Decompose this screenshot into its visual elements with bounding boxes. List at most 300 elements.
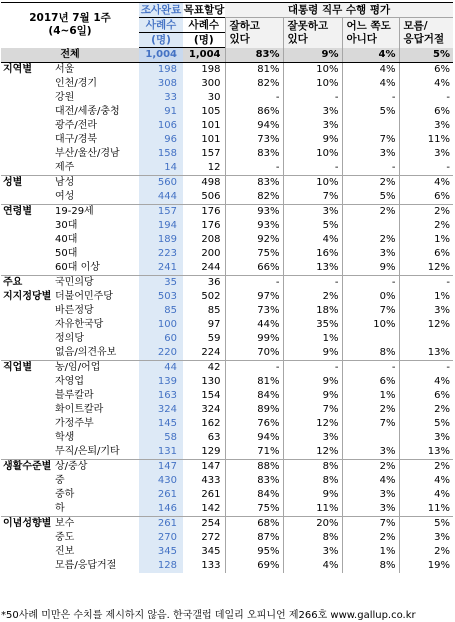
row-label: 상/중상: [53, 460, 139, 475]
row-label: 부산/울산/경남: [55, 148, 120, 159]
neutral-pct: 4%: [342, 474, 399, 488]
sample-count: 189: [139, 233, 183, 247]
title-line2: (4~6일): [48, 25, 92, 38]
good-pct: 66%: [225, 261, 283, 276]
sample-count: 560: [139, 176, 183, 191]
table-row: [1, 276, 453, 291]
target-count: 272: [201, 532, 221, 543]
table-row: [1, 219, 453, 233]
table-row: [1, 190, 453, 205]
sample-count: 158: [139, 147, 183, 161]
table-row: [1, 77, 453, 91]
sample-count: 85: [139, 304, 183, 318]
dk-pct: 4%: [399, 474, 453, 488]
row-label: 보수: [53, 517, 139, 532]
dk-pct: 6%: [399, 190, 453, 205]
table-row: [1, 346, 453, 361]
target-count: 498: [183, 176, 225, 191]
dk-pct: 4%: [399, 488, 453, 502]
table-row: [1, 318, 453, 332]
target-header-mid: 사례수: [183, 18, 225, 33]
row-label: 인천/경기: [55, 78, 98, 89]
dk-pct: 1%: [399, 290, 453, 304]
dk-pct: 1%: [399, 233, 453, 247]
bad-pct: 10%: [283, 176, 342, 191]
row-label: 대구/경북: [55, 134, 98, 145]
total-sample: 1,004: [139, 48, 183, 63]
total-bad: 9%: [283, 48, 342, 63]
table-row: [1, 261, 453, 276]
bad-pct: 16%: [283, 247, 342, 261]
table-row: [1, 176, 453, 191]
neutral-pct: 5%: [342, 105, 399, 119]
neutral-pct: 2%: [342, 176, 399, 191]
neutral-pct: 1%: [342, 545, 399, 559]
good-pct: -: [225, 361, 283, 376]
dk-pct: 3%: [399, 119, 453, 133]
row-label: 자영업: [55, 376, 84, 387]
col-neutral-header: 어느 쪽도 아니다: [342, 18, 399, 48]
neutral-pct: -: [342, 161, 399, 176]
sample-count: 58: [139, 431, 183, 445]
sample-header-top: 조사완료: [140, 3, 182, 16]
sample-count: 220: [139, 346, 183, 361]
dk-pct: 11%: [399, 502, 453, 517]
row-label: 바른정당: [55, 305, 94, 316]
neutral-pct: [342, 119, 399, 133]
sample-count: 308: [139, 77, 183, 91]
bad-pct: 5%: [283, 219, 342, 233]
neutral-pct: 6%: [342, 375, 399, 389]
table-row: [1, 559, 453, 573]
dk-pct: 2%: [399, 219, 453, 233]
dk-pct: 13%: [399, 346, 453, 361]
sample-count: 145: [139, 417, 183, 431]
dk-pct: 2%: [399, 403, 453, 417]
table-row: [1, 63, 453, 78]
bad-pct: -: [283, 276, 342, 291]
good-pct: 83%: [225, 176, 283, 191]
neutral-pct: 1%: [342, 389, 399, 403]
good-pct: 94%: [225, 119, 283, 133]
row-label: 진보: [55, 546, 75, 557]
good-pct: 82%: [225, 190, 283, 205]
row-label: 중도: [55, 532, 75, 543]
bad-pct: 1%: [283, 332, 342, 346]
row-label: 서울: [55, 64, 75, 75]
total-target: 1,004: [183, 48, 225, 63]
table-row: [1, 332, 453, 346]
target-count: 200: [201, 248, 221, 259]
sample-count: 444: [139, 190, 183, 205]
neutral-pct: 8%: [342, 559, 399, 573]
row-label: 중하: [55, 489, 75, 500]
sample-count: 194: [139, 219, 183, 233]
row-label: 19-29세: [53, 205, 139, 220]
sample-header-mid: 사례수: [139, 18, 183, 33]
sample-count: 35: [139, 276, 183, 291]
target-count: 157: [201, 148, 221, 159]
sample-count: 270: [139, 531, 183, 545]
dk-pct: 3%: [399, 304, 453, 318]
table-row: [1, 417, 453, 431]
col-good-header: 잘하고 있다: [225, 18, 283, 48]
bad-pct: 2%: [283, 290, 342, 304]
dk-pct: 11%: [399, 133, 453, 147]
row-label: 40대: [55, 234, 78, 245]
neutral-pct: 4%: [342, 77, 399, 91]
table-row: [1, 304, 453, 318]
dk-pct: [399, 332, 453, 346]
sample-count: 131: [139, 445, 183, 460]
sample-count: 223: [139, 247, 183, 261]
bad-pct: 4%: [283, 559, 342, 573]
table-row: [1, 545, 453, 559]
row-label: 50대: [55, 248, 78, 259]
table-row: [1, 488, 453, 502]
bad-pct: 8%: [283, 531, 342, 545]
table-body: [1, 48, 453, 574]
dk-pct: 6%: [399, 389, 453, 403]
table-row: [1, 431, 453, 445]
sample-count: 106: [139, 119, 183, 133]
bad-pct: 10%: [283, 77, 342, 91]
bad-pct: 12%: [283, 445, 342, 460]
target-count: 85: [207, 305, 221, 316]
sample-count: 33: [139, 91, 183, 105]
target-count: 12: [207, 162, 221, 173]
row-label: 여성: [55, 191, 75, 202]
table-row: [1, 375, 453, 389]
sample-count: 96: [139, 133, 183, 147]
group-label: 이념성향별: [1, 517, 53, 574]
sample-count: 503: [139, 290, 183, 304]
dk-pct: 6%: [399, 247, 453, 261]
dk-pct: 13%: [399, 445, 453, 460]
row-label: 자유한국당: [55, 319, 104, 330]
row-label: 없음/의견유보: [55, 347, 117, 358]
neutral-pct: 7%: [342, 133, 399, 147]
table-row: [1, 91, 453, 105]
dk-pct: 6%: [399, 63, 453, 78]
good-pct: 70%: [225, 346, 283, 361]
dk-pct: 2%: [399, 460, 453, 475]
neutral-pct: 2%: [342, 205, 399, 220]
target-count: 300: [201, 78, 221, 89]
good-pct: 81%: [225, 375, 283, 389]
table-row: [1, 445, 453, 460]
dk-pct: 5%: [399, 517, 453, 532]
title-line1: 2017년 7월 1주: [29, 12, 111, 25]
bad-pct: 10%: [283, 63, 342, 78]
good-pct: 69%: [225, 559, 283, 573]
neutral-pct: [342, 431, 399, 445]
table-row: [1, 531, 453, 545]
sample-header-bot: (명): [139, 33, 183, 48]
sample-count: 91: [139, 105, 183, 119]
bad-pct: 8%: [283, 460, 342, 475]
group-label: 생활수준별: [1, 460, 53, 517]
target-count: 130: [201, 376, 221, 387]
target-count: 142: [201, 503, 221, 514]
dk-pct: 12%: [399, 318, 453, 332]
total-neutral: 4%: [342, 48, 399, 63]
bad-pct: 8%: [283, 474, 342, 488]
target-count: 176: [183, 205, 225, 220]
target-count: 30: [207, 92, 221, 103]
row-label: 60대 이상: [55, 262, 100, 273]
table-title: [1, 3, 139, 48]
table-row: [1, 290, 453, 304]
target-count: 101: [201, 120, 221, 131]
survey-table: [1, 2, 453, 573]
neutral-pct: [342, 219, 399, 233]
sample-count: 430: [139, 474, 183, 488]
dk-pct: 3%: [399, 531, 453, 545]
neutral-pct: 4%: [342, 63, 399, 78]
good-pct: 99%: [225, 332, 283, 346]
table-row: [1, 389, 453, 403]
neutral-pct: -: [342, 361, 399, 376]
neutral-pct: 0%: [342, 290, 399, 304]
good-pct: 68%: [225, 517, 283, 532]
bad-pct: 3%: [283, 205, 342, 220]
good-pct: 81%: [225, 63, 283, 78]
row-label: 모름/응답거절: [55, 560, 117, 571]
group-label: 연령별: [1, 205, 53, 276]
good-pct: 84%: [225, 389, 283, 403]
bad-pct: 7%: [283, 190, 342, 205]
good-pct: 97%: [225, 290, 283, 304]
neutral-pct: -: [342, 276, 399, 291]
neutral-pct: 7%: [342, 304, 399, 318]
good-pct: 73%: [225, 304, 283, 318]
bad-pct: 9%: [283, 389, 342, 403]
neutral-pct: [342, 332, 399, 346]
target-header-top: 목표할당: [183, 3, 225, 16]
table-row: [1, 460, 453, 475]
target-count: 502: [201, 291, 221, 302]
good-pct: -: [225, 91, 283, 105]
row-label: 정의당: [55, 333, 84, 344]
bad-pct: 20%: [283, 517, 342, 532]
row-label: 대전/세종/충청: [55, 106, 120, 117]
good-pct: -: [225, 161, 283, 176]
good-pct: 95%: [225, 545, 283, 559]
target-count: 324: [201, 404, 221, 415]
group-label: 성별: [1, 176, 53, 205]
neutral-pct: 9%: [342, 261, 399, 276]
sample-count: 163: [139, 389, 183, 403]
target-count: 176: [201, 220, 221, 231]
dk-pct: 6%: [399, 105, 453, 119]
bad-pct: -: [283, 361, 342, 376]
dk-pct: 2%: [399, 205, 453, 220]
neutral-pct: 7%: [342, 417, 399, 431]
bad-pct: 3%: [283, 545, 342, 559]
bad-pct: 9%: [283, 133, 342, 147]
target-count: 208: [201, 234, 221, 245]
good-pct: 87%: [225, 531, 283, 545]
row-label: 제주: [55, 162, 75, 173]
sample-count: 261: [139, 517, 183, 532]
bad-pct: 13%: [283, 261, 342, 276]
row-label: 무직/은퇴/기타: [55, 446, 120, 457]
bad-pct: 9%: [283, 375, 342, 389]
good-pct: 73%: [225, 133, 283, 147]
target-count: 433: [201, 475, 221, 486]
footnote: *50사례 미만은 수치를 제시하지 않음. 한국갤럽 데일리 오피니언 제266호 www.gallup.co.kr: [1, 610, 416, 621]
row-label: 더불어민주당: [55, 291, 113, 302]
dk-pct: 3%: [399, 147, 453, 161]
target-count: 105: [201, 106, 221, 117]
bad-pct: 7%: [283, 403, 342, 417]
dk-pct: 12%: [399, 261, 453, 276]
target-count: 244: [201, 262, 221, 273]
neutral-pct: 8%: [342, 346, 399, 361]
bad-pct: 18%: [283, 304, 342, 318]
row-label: 강원: [55, 92, 75, 103]
total-row: [1, 48, 453, 63]
row-label: 광주/전라: [55, 120, 98, 131]
sample-count: 324: [139, 403, 183, 417]
good-pct: 93%: [225, 205, 283, 220]
bad-pct: 3%: [283, 105, 342, 119]
dk-pct: 4%: [399, 77, 453, 91]
sample-count: 261: [139, 488, 183, 502]
neutral-pct: 7%: [342, 517, 399, 532]
target-count: 42: [183, 361, 225, 376]
target-count: 162: [201, 418, 221, 429]
sample-count: 146: [139, 502, 183, 517]
bad-pct: -: [283, 161, 342, 176]
target-count: 154: [201, 390, 221, 401]
neutral-pct: 3%: [342, 445, 399, 460]
sample-count: 345: [139, 545, 183, 559]
good-pct: 75%: [225, 247, 283, 261]
group-label: 주요 지지정당별: [1, 276, 53, 361]
row-label: 중: [55, 475, 65, 486]
target-header-bot: (명): [183, 33, 225, 48]
target-count: 129: [201, 446, 221, 457]
sample-count: 241: [139, 261, 183, 276]
good-pct: 94%: [225, 431, 283, 445]
row-label: 남성: [53, 176, 139, 191]
sample-count: 44: [139, 361, 183, 376]
table-row: [1, 474, 453, 488]
row-label: 가정주부: [55, 418, 94, 429]
sample-count: 128: [139, 559, 183, 573]
sample-count: 60: [139, 332, 183, 346]
table-row: [1, 205, 453, 220]
bad-pct: 9%: [283, 346, 342, 361]
neutral-pct: -: [342, 91, 399, 105]
row-label: 블루칼라: [55, 390, 94, 401]
table-row: [1, 119, 453, 133]
good-pct: 92%: [225, 233, 283, 247]
good-pct: 82%: [225, 77, 283, 91]
neutral-pct: 2%: [342, 233, 399, 247]
group-label: 직업별: [1, 361, 53, 460]
target-count: 198: [201, 64, 221, 75]
total-label: 전체: [1, 48, 139, 63]
bad-pct: 35%: [283, 318, 342, 332]
neutral-pct: 2%: [342, 460, 399, 475]
bad-pct: 9%: [283, 488, 342, 502]
table-row: [1, 161, 453, 176]
bad-pct: 12%: [283, 417, 342, 431]
group-label: 지역별: [3, 64, 32, 75]
good-pct: -: [225, 276, 283, 291]
row-label: 농/임/어업: [53, 361, 139, 376]
dk-pct: 4%: [399, 176, 453, 191]
dk-pct: -: [399, 161, 453, 176]
row-label: 30대: [55, 220, 78, 231]
dk-pct: 4%: [399, 375, 453, 389]
target-count: 133: [201, 560, 221, 571]
target-count: 261: [201, 489, 221, 500]
sample-count: 139: [139, 375, 183, 389]
table-row: [1, 502, 453, 517]
total-dk: 5%: [399, 48, 453, 63]
dk-pct: -: [399, 361, 453, 376]
sample-count: 198: [139, 63, 183, 78]
dk-pct: -: [399, 276, 453, 291]
table-row: [1, 247, 453, 261]
bad-pct: 3%: [283, 119, 342, 133]
target-count: 506: [201, 191, 221, 202]
table-row: [1, 233, 453, 247]
col-dk-header: 모름/ 응답거절: [399, 18, 453, 48]
good-pct: 86%: [225, 105, 283, 119]
target-count: 36: [183, 276, 225, 291]
good-pct: 84%: [225, 488, 283, 502]
neutral-pct: 3%: [342, 247, 399, 261]
target-count: 254: [183, 517, 225, 532]
table-row: [1, 517, 453, 532]
table-row: [1, 133, 453, 147]
dk-pct: 2%: [399, 545, 453, 559]
good-pct: 44%: [225, 318, 283, 332]
sample-count: 157: [139, 205, 183, 220]
bad-pct: 4%: [283, 233, 342, 247]
row-label: 국민의당: [53, 276, 139, 291]
sample-count: 147: [139, 460, 183, 475]
target-count: 63: [207, 432, 221, 443]
col-bad-header: 잘못하고 있다: [283, 18, 342, 48]
neutral-pct: 10%: [342, 318, 399, 332]
good-pct: 88%: [225, 460, 283, 475]
evaluation-group-header: 대통령 직무 수행 평가: [225, 3, 453, 18]
neutral-pct: 3%: [342, 502, 399, 517]
row-label: 학생: [55, 432, 75, 443]
sample-count: 100: [139, 318, 183, 332]
good-pct: 89%: [225, 403, 283, 417]
dk-pct: 3%: [399, 431, 453, 445]
good-pct: 75%: [225, 502, 283, 517]
neutral-pct: 3%: [342, 488, 399, 502]
row-label: 화이트칼라: [55, 404, 104, 415]
neutral-pct: 3%: [342, 147, 399, 161]
table-row: [1, 361, 453, 376]
table-row: [1, 147, 453, 161]
bad-pct: 11%: [283, 502, 342, 517]
neutral-pct: 2%: [342, 403, 399, 417]
target-count: 345: [201, 546, 221, 557]
target-count: 101: [201, 134, 221, 145]
good-pct: 93%: [225, 219, 283, 233]
table-row: [1, 403, 453, 417]
